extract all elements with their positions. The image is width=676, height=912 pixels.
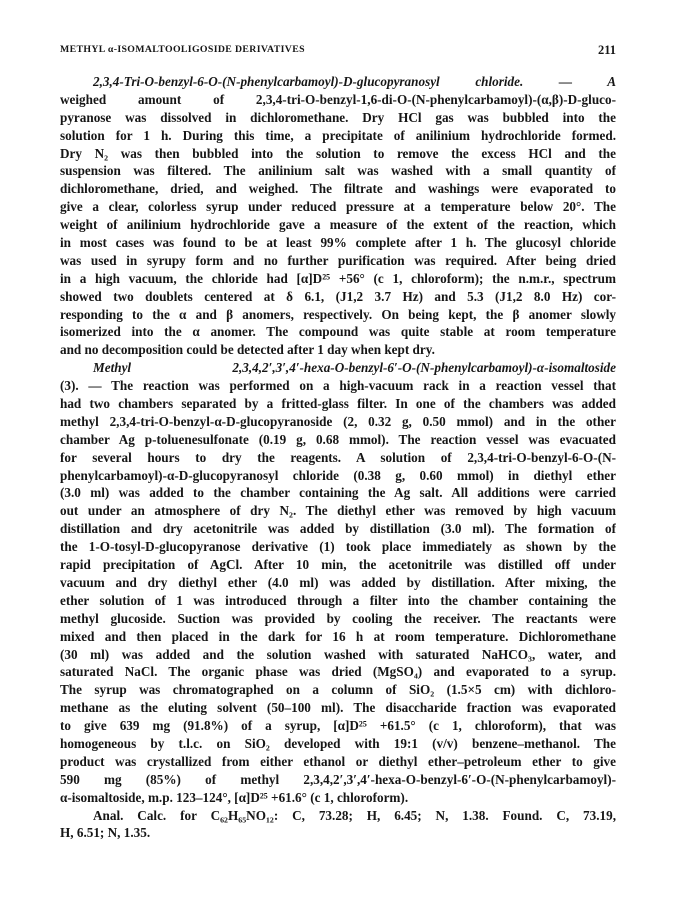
- text-line: suspension was filtered. The anilinium salt was washed with a small quantity of: [60, 163, 616, 179]
- text-line: pyranose was dissolved in dichloromethane. Dry HCl gas was bubbled into the: [60, 109, 616, 125]
- text-line: responding to the α and β anomers, respectively. On being kept, the β anomer slowly: [60, 306, 616, 322]
- text-line: weight of anilinium hydrochloride gave a measure of the extent of the reaction, which: [60, 217, 616, 233]
- text-line: isomerized into the α anomer. The compound was quite stable at room temperature: [60, 324, 616, 340]
- text-line: 590 mg (85%) of methyl 2,3,4,2′,3′,4′-hexa-O-benzyl-6′-O-(N-phenylcarbamoyl)-: [60, 771, 616, 787]
- text-line: in most cases was found to be at least 99% complete after 1 h. The glucosyl chloride: [60, 235, 616, 251]
- text-line: Anal. Calc. for C₆₂H₆₅NO₁₂: C, 73.28; H, 6.45; N, 1.38. Found. C, 73.19,: [93, 807, 616, 823]
- text-line: (3.0 ml) was added to the chamber containing the Ag salt. All additions were carried: [60, 485, 616, 501]
- text-line: chamber Ag p-toluenesulfonate (0.19 g, 0.68 mmol). The reaction vessel was evacuated: [60, 431, 616, 447]
- text-line: showed two doublets centered at δ 6.1, (J1,2 3.7 Hz) and 5.3 (J1,2 8.0 Hz) cor-: [60, 288, 616, 304]
- text-line: the 1-O-tosyl-D-glucopyranose derivative (1) took place immediately as shown by the: [60, 539, 616, 555]
- text-line: 2,3,4-Tri-O-benzyl-6-O-(N-phenylcarbamoyl)-D-glucopyranosyl chloride. — A: [93, 74, 616, 89]
- text-line: distillation and dry acetonitrile was added by distillation (3.0 ml). The formation of: [60, 521, 616, 537]
- text-line: The syrup was chromatographed on a column of SiO₂ (1.5×5 cm) with dichloro-: [60, 682, 616, 698]
- text-line: and no decomposition could be detected after 1 day when kept dry.: [60, 342, 435, 358]
- text-line: Dry N₂ was then bubbled into the solution to remove the excess HCl and the: [60, 145, 616, 161]
- text-line: (3). — The reaction was performed on a high-vacuum rack in a reaction vessel that: [60, 378, 616, 394]
- text-line: (30 ml) was added and the solution washed with saturated NaHCO₃, water, and: [60, 646, 616, 662]
- running-head: METHYL α-ISOMALTOOLIGOSIDE DERIVATIVES: [60, 44, 305, 55]
- text-line: homogeneous by t.l.c. on SiO₂ developed with 19:1 (v/v) benzene–methanol. The: [60, 735, 616, 751]
- text-line: ether solution of 1 was introduced through a filter into the chamber containing the: [60, 592, 616, 608]
- text-line: give a clear, colorless syrup under reduced pressure at a temperature below 20°. The: [60, 199, 616, 215]
- text-line: α-isomaltoside, m.p. 123–124°, [α]D²⁵ +61.6° (c 1, chloroform).: [60, 789, 409, 805]
- text-line: solution for 1 h. During this time, a precipitate of anilinium hydrochloride formed.: [60, 127, 616, 143]
- text-line: methane as the eluting solvent (50–100 ml). The disaccharide fraction was evaporated: [60, 700, 616, 716]
- text-line: was used in syrupy form and no further purification was required. After being dried: [60, 252, 616, 268]
- text-line: methyl glucoside. Suction was provided by cooling the receiver. The reactants were: [60, 610, 616, 626]
- text-line: in a high vacuum, the chloride had [α]D²⁵ +56° (c 1, chloroform); the n.m.r., spectrum: [60, 270, 616, 286]
- text-line: saturated NaCl. The organic phase was dried (MgSO₄) and evaporated to a syrup.: [60, 664, 616, 680]
- text-line: product was crystallized from either ethanol or diethyl ether–petroleum ether to give: [60, 753, 616, 769]
- text-line: H, 6.51; N, 1.35.: [60, 825, 151, 841]
- text-line: out under an atmosphere of dry N₂. The diethyl ether was removed by high vacuum: [60, 503, 616, 519]
- text-line: mixed and then placed in the dark for 16 h at room temperature. Dichloromethane: [60, 628, 616, 644]
- text-line: to give 639 mg (91.8%) of a syrup, [α]D²⁵ +61.5° (c 1, chloroform), that was: [60, 718, 616, 734]
- text-line: rapid precipitation of AgCl. After 10 min, the acetonitrile was distilled off under: [60, 557, 616, 573]
- text-line: dichloromethane, dried, and weighed. The filtrate and washings were evaporated to: [60, 181, 616, 197]
- text-line: for several hours to dry the reagents. A solution of 2,3,4-tri-O-benzyl-6-O-(N-: [60, 449, 616, 465]
- text-line: phenylcarbamoyl)-α-D-glucopyranosyl chloride (0.38 g, 0.60 mmol) in diethyl ether: [60, 467, 616, 483]
- text-line: had two chambers separated by a fritted-glass filter. In one of the chambers was added: [60, 396, 616, 412]
- text-line: weighed amount of 2,3,4-tri-O-benzyl-1,6-di-O-(N-phenylcarbamoyl)-(α,β)-D-gluco-: [60, 91, 616, 107]
- text-line: methyl 2,3,4-tri-O-benzyl-α-D-glucopyranoside (2, 0.32 g, 0.50 mmol) and in the other: [60, 413, 616, 429]
- page-header: [60, 44, 616, 60]
- text-line: Methyl 2,3,4,2′,3′,4′-hexa-O-benzyl-6′-O-(N-phenylcarbamoyl)-α-isomaltoside: [93, 360, 616, 376]
- page-number: 211: [597, 43, 616, 57]
- text-line: vacuum and dry diethyl ether (4.0 ml) was added by distillation. After mixing, the: [60, 574, 616, 590]
- body-text: [60, 73, 616, 842]
